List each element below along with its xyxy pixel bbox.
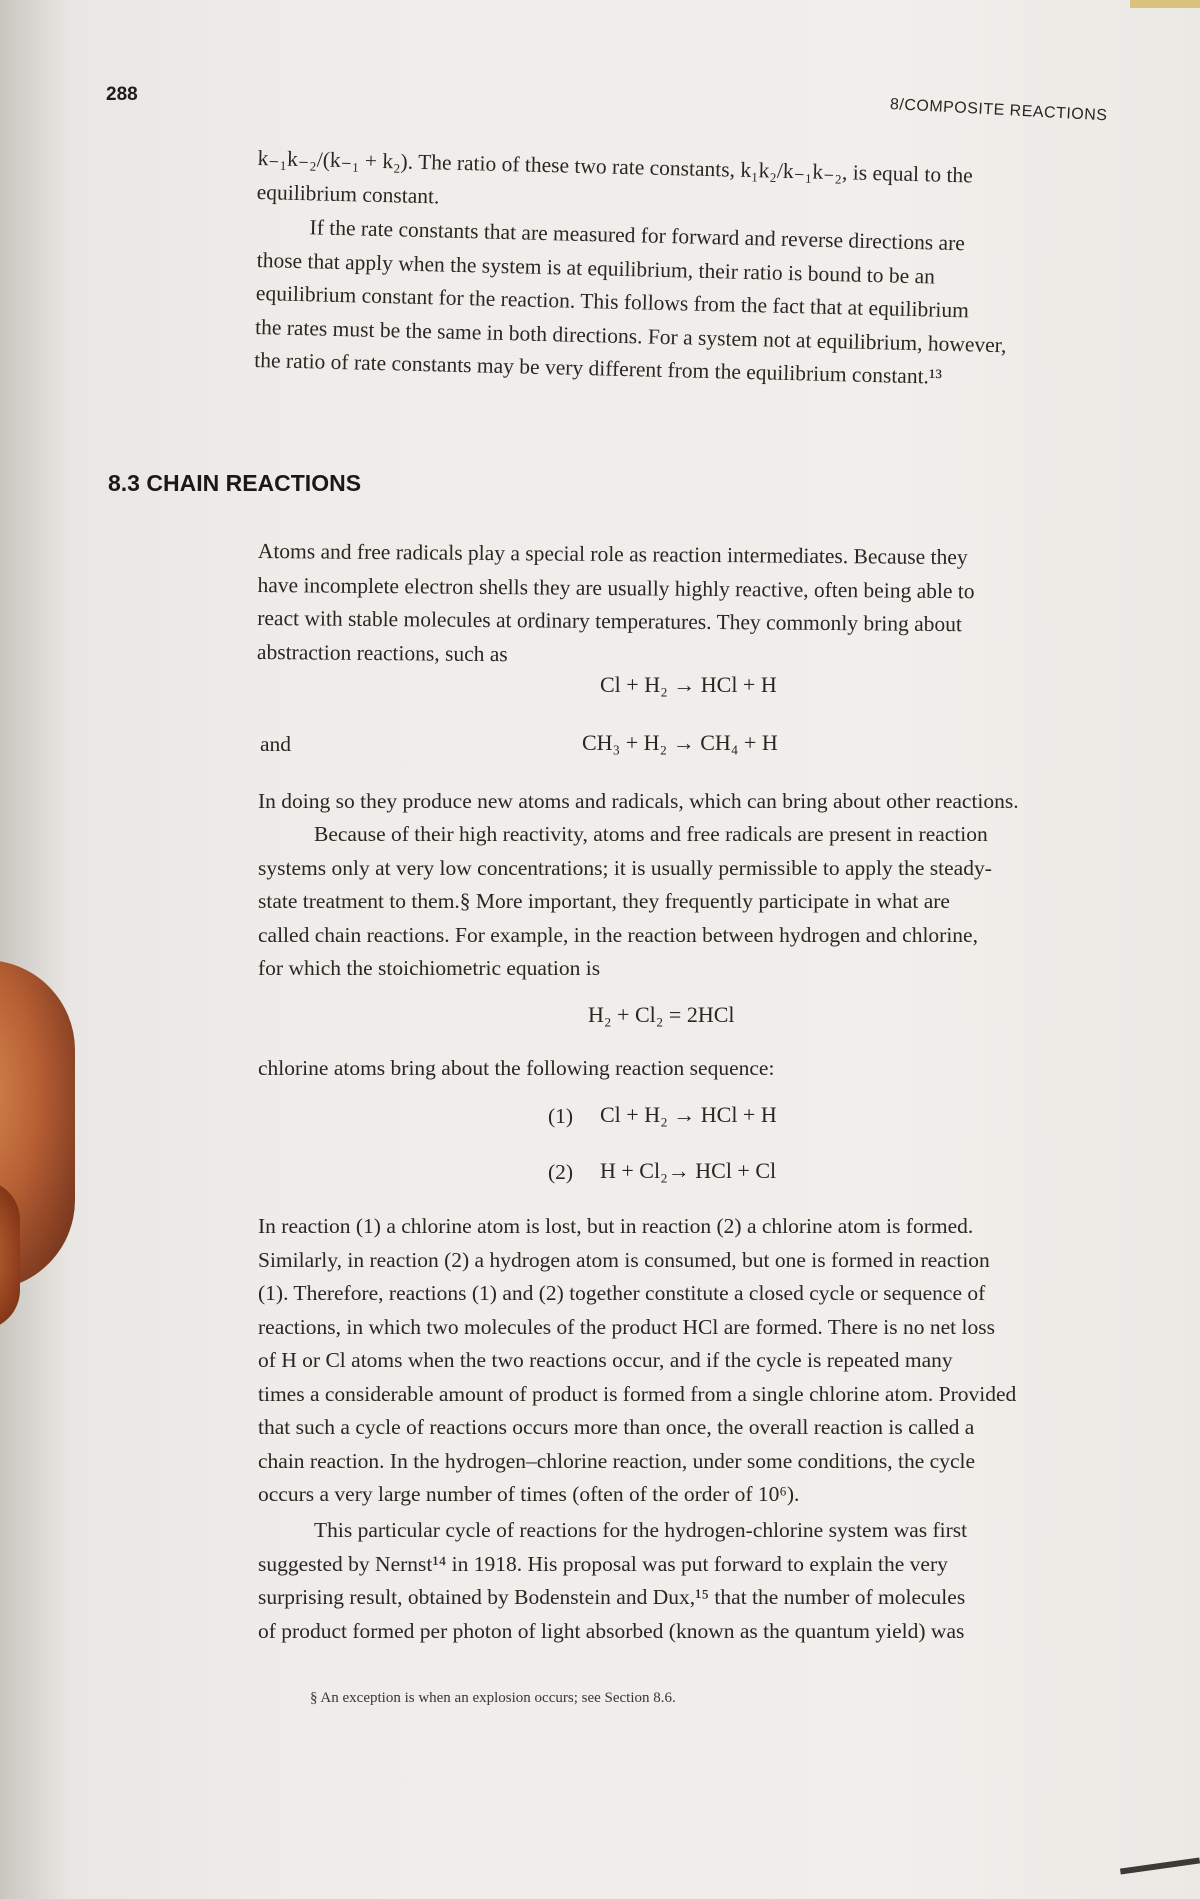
text-line: the ratio of rate constants may be very different from the equilibrium constant.¹³ bbox=[254, 347, 943, 389]
text-line: those that apply when the system is at equilibrium, their ratio is bound to be an bbox=[256, 247, 936, 289]
paragraph-chlorine bbox=[258, 1052, 1118, 1086]
paragraph-particular bbox=[258, 1514, 1118, 1648]
page-edge-top bbox=[1130, 0, 1200, 8]
text-line: This particular cycle of reactions for the hydrogen-chlorine system was first bbox=[314, 1518, 968, 1542]
text-line: state treatment to them.§ More important, they frequently participate in what are bbox=[258, 889, 950, 913]
text-line: the rates must be the same in both directions. For a system not at equilibrium, however, bbox=[254, 314, 1007, 357]
equation-2: CH₃ + H₂ → CH₄ + H bbox=[582, 730, 778, 755]
equation-5-label: (2) bbox=[548, 1160, 574, 1184]
text-line: occurs a very large number of times (often of the order of 10⁶). bbox=[258, 1482, 800, 1506]
text-line: Similarly, in reaction (2) a hydrogen atom is consumed, but one is formed in reaction bbox=[258, 1247, 990, 1272]
text-line: (1). Therefore, reactions (1) and (2) together constitute a closed cycle or sequence of bbox=[258, 1281, 986, 1305]
equation-4: Cl + H₂ → HCl + H bbox=[600, 1102, 777, 1127]
footnote: § An exception is when an explosion occurs; see Section 8.6. bbox=[310, 1690, 676, 1706]
text-line: chlorine atoms bring about the following reaction sequence: bbox=[258, 1056, 775, 1080]
text-line: reactions, in which two molecules of the product HCl are formed. There is no net loss bbox=[258, 1314, 995, 1339]
text-line: suggested by Nernst¹⁴ in 1918. His proposal was put forward to explain the very bbox=[258, 1551, 948, 1576]
equation-5: H + Cl₂→ HCl + Cl bbox=[600, 1158, 777, 1183]
text-line: of H or Cl atoms when the two reactions occur, and if the cycle is repeated many bbox=[258, 1348, 953, 1372]
text-line: If the rate constants that are measured for forward and reverse directions are bbox=[309, 215, 966, 256]
text-line: surprising result, obtained by Bodenstein and Dux,¹⁵ that the number of molecules bbox=[258, 1585, 966, 1609]
text-line: chain reaction. In the hydrogen–chlorine reaction, under some conditions, the cycle bbox=[258, 1448, 976, 1473]
text-line: have incomplete electron shells they are usually highly reactive, often being able to bbox=[257, 572, 975, 603]
paragraph-in-reaction bbox=[258, 1210, 1118, 1512]
text-line: systems only at very low concentrations; it is usually permissible to apply the steady- bbox=[258, 855, 992, 880]
paragraph-doing bbox=[258, 785, 1118, 819]
paragraph-atoms bbox=[257, 535, 1118, 676]
paragraph-because bbox=[258, 818, 1118, 986]
text-line: In doing so they produce new atoms and radicals, which can bring about other reactions. bbox=[258, 789, 1019, 813]
section-heading: 8.3 CHAIN REACTIONS bbox=[108, 470, 362, 496]
text-line: for which the stoichiometric equation is bbox=[258, 956, 601, 980]
equation-3: H₂ + Cl₂ = 2HCl bbox=[588, 1002, 735, 1027]
text-line: called chain reactions. For example, in the reaction between hydrogen and chlorine, bbox=[258, 922, 978, 947]
running-head: 8/COMPOSITE REACTIONS bbox=[889, 96, 1108, 125]
equation-1: Cl + H₂ → HCl + H bbox=[600, 672, 777, 697]
text-line: equilibrium constant for the reaction. This follows from the fact that at equilibrium bbox=[255, 280, 970, 323]
text-line: that such a cycle of reactions occurs more than once, the overall reaction is called a bbox=[258, 1415, 975, 1439]
text-line: Atoms and free radicals play a special role as reaction intermediates. Because they bbox=[257, 538, 968, 570]
equation-4-label: (1) bbox=[548, 1104, 574, 1128]
text-line: equilibrium constant. bbox=[256, 179, 440, 208]
text-line: abstraction reactions, such as bbox=[256, 639, 508, 666]
paragraph-ratio bbox=[254, 210, 1118, 398]
page-edge-bottom bbox=[1120, 1857, 1200, 1874]
text-line: In reaction (1) a chlorine atom is lost, but in reaction (2) a chlorine atom is formed. bbox=[258, 1214, 974, 1238]
page-number: 288 bbox=[106, 84, 138, 105]
text-line: Because of their high reactivity, atoms and free radicals are present in reaction bbox=[314, 822, 988, 846]
text-line: of product formed per photon of light absorbed (known as the quantum yield) was bbox=[258, 1618, 965, 1643]
text-line: times a considerable amount of product is formed from a single chlorine atom. Provided bbox=[258, 1381, 1017, 1406]
equation-2-label: and bbox=[260, 732, 292, 756]
text-line: react with stable molecules at ordinary temperatures. They commonly bring about bbox=[257, 605, 963, 637]
text-line: k₋₁k₋₂/(k₋₁ + k₂). The ratio of these two rate constants, k₁k₂/k₋₁k₋₂, is equal to the bbox=[257, 145, 974, 188]
